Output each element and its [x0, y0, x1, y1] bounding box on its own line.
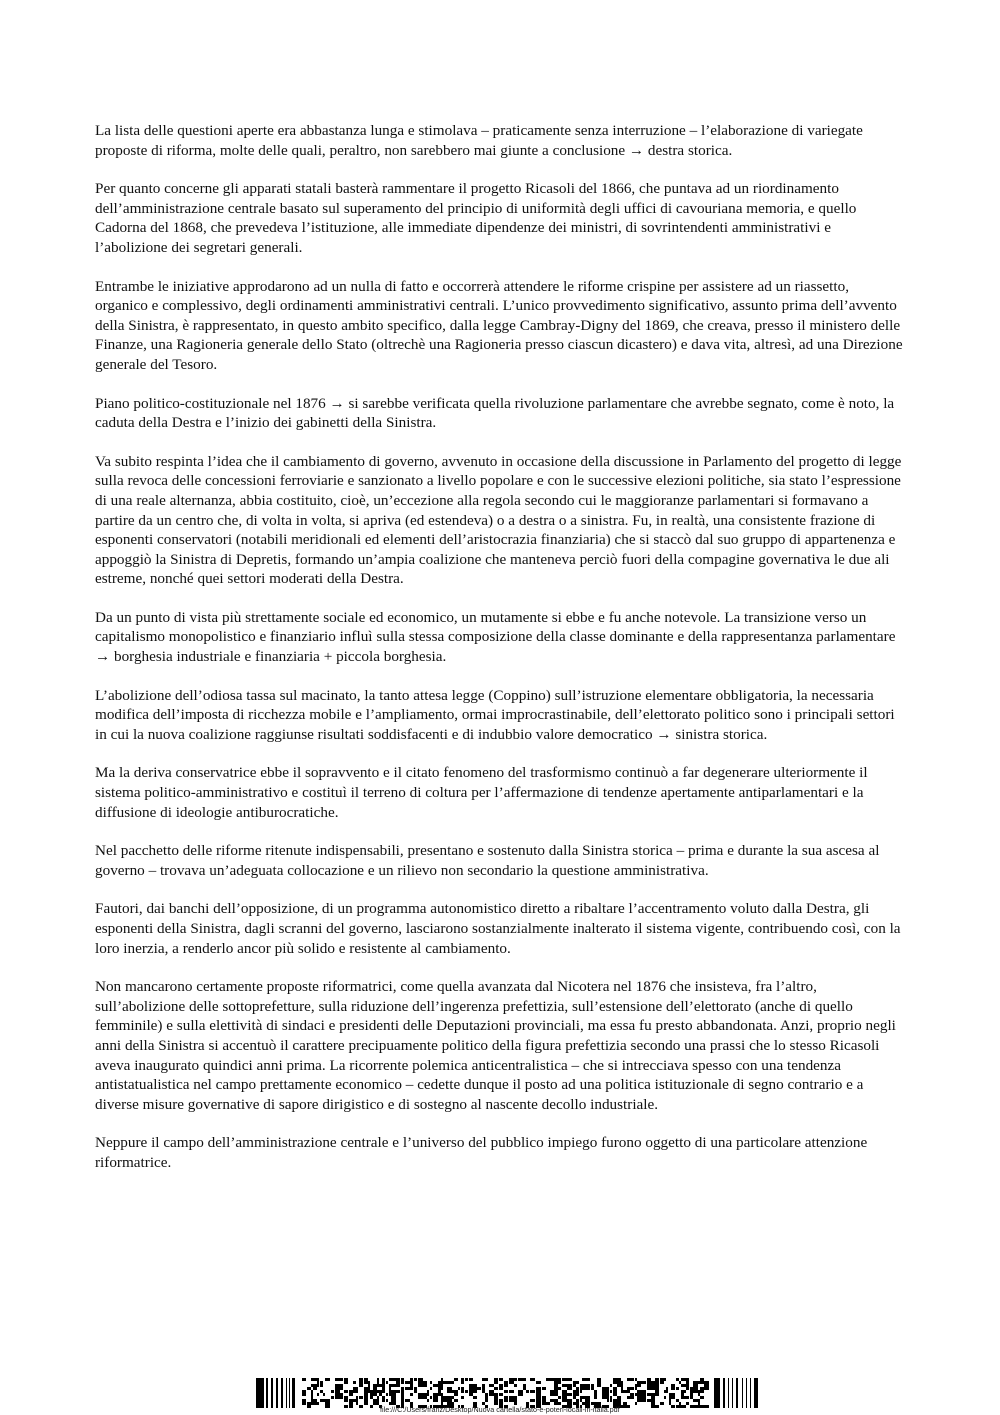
document-body [95, 121, 905, 1192]
paragraph-4: Piano politico-costituzionale nel 1876 → si sarebbe verificata quella rivoluzione parlamentare che avrebbe segnato, come è noto, la caduta della Destra e l’inizio dei gabinetti della Sinistra. [95, 394, 895, 432]
paragraph-6: Da un punto di vista più strettamente sociale ed economico, un mutamente si ebbe e fu anche notevole. La transizione verso un capitalismo monopolistico e finanziario influì sulla stessa composizione della classe dominante e della rappresentanza parlamentare → borghesia industriale e finanziaria + piccola borghesia. [95, 608, 896, 666]
paragraph-5: Va subito respinta l’idea che il cambiamento di governo, avvenuto in occasione della discussione in Parlamento del progetto di legge sulla revoca delle concessioni ferroviarie e sanzionato a livello popolare e con le successive elezioni politiche, sia stato l’espressione di una reale alternanza, abbia costituito, cioè, un’eccezione alla regola secondo cui le maggioranze parlamentari si formavano a partire da un centro che, di volta in volta, si apriva (ed estendeva) o a destra o a sinistra. Fu, in realtà, una consistente frazione di esponenti conservatori (notabili meridionali ed elementi dell’aristocrazia finanziaria) che si staccò dal suo gruppo di appartenenza e appoggiò la Sinistra di Depretis, formando un’ampia coalizione che manteneva perciò fuori della compagine governativa le due ali estreme, nonché quei settori moderati della Destra. [95, 452, 902, 588]
file-path-footer: file:///C:/Users/franz/Desktop/Nuova cartella/stato-e-poteri-locali-in-italia.pdf [380, 1405, 620, 1414]
paragraph-8: Ma la deriva conservatrice ebbe il sopravvento e il citato fenomeno del trasformismo continuò a far degenerare ulteriormente il sistema politico-amministrativo e costituì il terreno di coltura per l’affermazione di tendenze apertamente antiparlamentari e la diffusione di ideologie antiburocratiche. [95, 764, 868, 821]
paragraph-12: Neppure il campo dell’amministrazione centrale e l’universo del pubblico impiego furono oggetto di una particolare attenzione riformatrice. [95, 1134, 868, 1171]
paragraph-10: Fautori, dai banchi dell’opposizione, di un programma autonomistico diretto a ribaltare l’accentramento voluto dalla Destra, gli esponenti della Sinistra, dagli scranni del governo, lasciarono sostanzialmente inalterato il sistema vigente, contribuendo così, con la loro inerzia, a renderlo ancor più solido e resistente al cambiamento. [95, 900, 901, 957]
paragraph-9: Nel pacchetto delle riforme ritenute indispensabili, presentano e sostenuto dalla Sinistra storica – prima e durante la sua ascesa al governo – trovava un’adeguata collocazione e un rilievo non secondario la questione amministrativa. [95, 842, 880, 879]
paragraph-11: Non mancarono certamente proposte riformatrici, come quella avanzata dal Nicotera nel 1876 che insisteva, fra l’altro, sull’abolizione delle sottoprefetture, sulla riduzione dell’ingerenza prefettizia, sull’estensione dell’elettorato (anche di quello femminile) e sulla elettività di sindaci e presidenti delle Deputazioni provinciali, ma essa fu presto abbandonata. Anzi, proprio negli anni della Sinistra si accentuò il carattere precipuamente politico della figura prefettizia secondo una prassi che lo stesso Ricasoli aveva inaugurato quindici anni prima. La ricorrente polemica anticentralistica – che si intrecciava spesso con una tendenza antistatualistica nel campo prettamente economico – cedette dunque il posto ad una politica istituzionale di segno contrario e a diverse misure governative di sapore dirigistico e di sostegno al nascente decollo industriale. [95, 978, 896, 1113]
paragraph-3: Entrambe le iniziative approdarono ad un nulla di fatto e occorrerà attendere le riforme crispine per assistere ad un riassetto, organico e complessivo, degli ordinamenti amministrativi centrali. L’unico provvedimento significativo, assunto prima dell’avvento della Sinistra, è rappresentato, in questo ambito specifico, dalla legge Cambray-Digny del 1869, che creava, presso il ministero delle Finanze, una Ragioneria generale dello Stato (oltrechè una Ragioneria presso ciascun dicastero) e dava vita, altresì, ad una Direzione generale del Tesoro. [95, 277, 903, 373]
paragraph-1: La lista delle questioni aperte era abbastanza lunga e stimolava – praticamente senza interruzione – l’elaborazione di variegate proposte di riforma, molte delle quali, peraltro, non sarebbero mai giunte a conclusione → destra storica. [95, 122, 863, 159]
paragraph-7: L’abolizione dell’odiosa tassa sul macinato, la tanto attesa legge (Coppino) sull’istruzione elementare obbligatoria, la necessaria modifica dell’imposta di ricchezza mobile e l’ampliamento, ormai improcrastinabile, dell’elettorato politico sono i principali settori in cui la nuova coalizione raggiunse risultati soddisfacenti e di indubbio valore democratico → sinistra storica. [95, 686, 895, 743]
paragraph-2: Per quanto concerne gli apparati statali basterà rammentare il progetto Ricasoli del 1866, che puntava ad un riordinamento dell’amministrazione centrale basato sul superamento del principio di uniformità degli uffici di cavouriana memoria, e quello Cadorna del 1868, che prevedeva l’istituzione, alle immediate dipendenze dei ministri, di sovrintendenti amministrativi e l’abolizione dei segretari generali. [95, 180, 857, 256]
barcode-icon [256, 1378, 758, 1408]
